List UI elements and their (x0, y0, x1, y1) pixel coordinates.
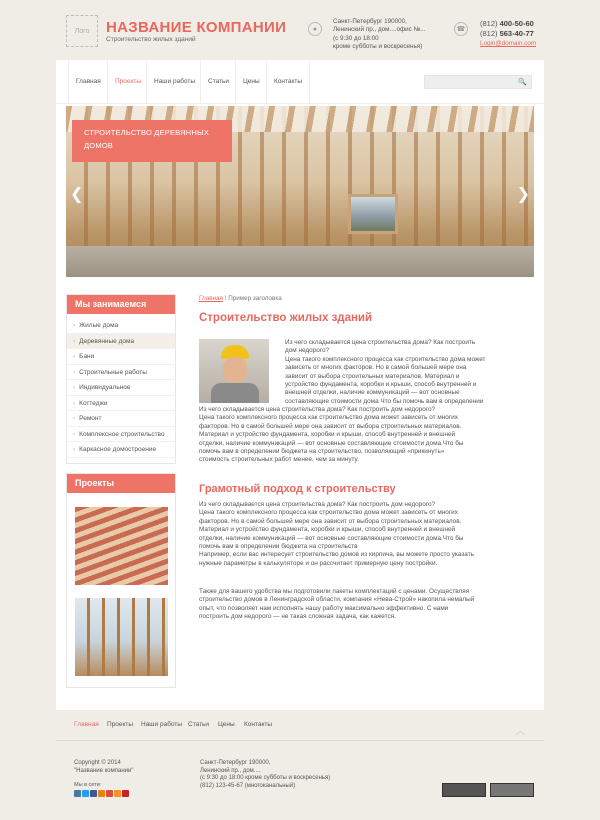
phone-1[interactable]: (812) 400-50-60 (480, 19, 534, 28)
facebook-icon[interactable] (90, 790, 97, 797)
nav-item-contacts[interactable]: Контакты (266, 60, 310, 104)
footer-link-articles[interactable]: Статьи (188, 721, 210, 728)
services-list (67, 314, 175, 462)
service-item[interactable]: › Строительные работы (67, 365, 175, 381)
hero-caption-line: СТРОИТЕЛЬСТВО ДЕРЕВЯННЫХ (84, 128, 210, 137)
counter-badge-1[interactable] (442, 783, 486, 797)
hero-image-window (348, 194, 398, 234)
footer-link-home[interactable]: Главная (74, 721, 99, 728)
breadcrumb (199, 295, 519, 302)
hero-image-floor (66, 246, 534, 277)
breadcrumb-separator: \ (224, 295, 227, 302)
footer-link-prices[interactable]: Цены (218, 721, 235, 728)
hero-next-arrow-icon[interactable]: ❯ (516, 186, 530, 203)
nav-item-works[interactable]: Наши работы (146, 60, 202, 104)
nav-item-projects[interactable]: Проекты (107, 60, 148, 104)
odnoklassniki-icon[interactable] (98, 790, 105, 797)
paragraph-3: Также для вашего удобства мы подготовили пакеты комплектаций с ценами. Осуществляя строительство домов в Ленинградской области, компания «Нева-Строй» накопила немалый опыт, что позволяет нам исполнять нашу работу максимально эффективно. С нами построить дом недорого — не такая сложная задача, как кажется. (199, 588, 475, 621)
project-image-frame[interactable] (75, 598, 168, 676)
service-item[interactable]: › Индивидуальное (67, 380, 175, 396)
vk-icon[interactable] (74, 790, 81, 797)
social-icons (74, 790, 129, 797)
service-item[interactable]: › Жилые дома (67, 318, 175, 334)
hero-slider (66, 106, 534, 277)
footer-divider (56, 740, 544, 741)
address-line: кроме субботы и воскресенья) (333, 43, 423, 51)
nav-item-prices[interactable]: Цены (235, 60, 267, 104)
phone-icon: ☎ (454, 22, 468, 36)
main-container (56, 60, 544, 710)
rss-icon[interactable] (114, 790, 121, 797)
service-item[interactable]: › Коттеджи (67, 396, 175, 412)
service-item[interactable]: › Комплексное строительство (67, 427, 175, 443)
hero-caption[interactable] (72, 120, 232, 162)
nav-item-home[interactable]: Главная (68, 60, 108, 104)
page-title: Строительство жилых зданий (199, 312, 373, 324)
location-icon: ● (308, 22, 322, 36)
address-line: Ленинский пр., дом....офис №... (333, 26, 426, 34)
search-input[interactable] (425, 76, 515, 88)
email-link[interactable]: Login@domain.com (480, 40, 537, 47)
project-image-roof[interactable] (75, 507, 168, 585)
social-label: Мы в сети: (74, 782, 102, 788)
address-line: (с 9:30 до 18:00 (333, 34, 379, 42)
main-nav (56, 60, 544, 104)
header-phones (480, 19, 536, 49)
article (199, 295, 519, 621)
footer-address: Санкт-Петербург 190000, Ленинский пр., дом.... (с 9:30 до 18:00 кроме субботы и воскресенья) (812) 123-45-67 (многоканальный) (200, 760, 331, 789)
search-icon[interactable]: 🔍 (518, 79, 527, 86)
footer-link-contacts[interactable]: Контакты (244, 721, 273, 728)
company-tagline: Строительство жилых зданий (106, 36, 196, 43)
address-line: Санкт-Петербург 190000, (333, 18, 407, 25)
service-item[interactable]: › Бани (67, 349, 175, 365)
phone-2[interactable]: (812) 563-40-77 (480, 29, 534, 38)
paragraph-1: Из чего складывается цена строительства дома? Как построить дом недорого? Цена такого комплексного процесса как строительство дома может зависеть от многих факторов. Но в самой большей мере она зависит от выбора строительных материалов. Материал и устройство фундамента, коробки и крыши, способ внутренней и внешней отделки, наличие коммуникаций — вот основные составляющие стоимости дома.Что бы помочь вам в определении бюджета на строительство, позволяющий «прикинуть» стоимость строительных работ менее, чем за минуту. (199, 406, 464, 464)
logo[interactable]: Лого (66, 15, 98, 47)
breadcrumb-home[interactable]: Главная (199, 295, 223, 302)
hero-caption-line: ДОМОВ (84, 141, 113, 150)
copyright: Copyright © 2014 "Название компании" (74, 760, 134, 774)
service-item[interactable]: › Деревянные дома (67, 334, 175, 350)
youtube-icon[interactable] (122, 790, 129, 797)
search-box (424, 75, 532, 89)
service-item[interactable]: › Каркасное домостроение (67, 442, 175, 458)
footer-nav (56, 721, 544, 741)
company-name[interactable]: НАЗВАНИЕ КОМПАНИИ (106, 19, 287, 36)
worker-photo (199, 339, 269, 403)
counter-badge-2[interactable] (490, 783, 534, 797)
service-item[interactable]: › Ремонт (67, 411, 175, 427)
scroll-up-icon[interactable]: ︿ (516, 726, 526, 736)
services-title: Мы занимаемся (67, 295, 175, 314)
footer-link-projects[interactable]: Проекты (107, 721, 134, 728)
paragraph-2: Из чего складывается цена строительства дома? Как построить дом недорого? Цена такого комплексного процесса как строительство дома может зависеть от многих факторов. Но в самой большей мере она зависит от выбора строительных материалов. Материал и устройство фундамента, коробки и крыши, способ внутренней и внешней отделки, наличие коммуникаций — вот основные составляющие стоимости дома.Что бы помочь вам в определении бюджета на строительств Например, если вас интересует строительство домов из кирпича, вы можете просто указать нужные параметры в калькуляторе и он рассчитает примерную цену постройки. (199, 501, 474, 567)
header-address (333, 18, 445, 52)
services-box (66, 294, 176, 464)
breadcrumb-current: Пример заголовка (228, 295, 282, 302)
nav-item-articles[interactable]: Статьи (200, 60, 236, 104)
projects-box (66, 473, 176, 688)
projects-title: Проекты (67, 474, 175, 493)
google-plus-icon[interactable] (106, 790, 113, 797)
section-heading: Грамотный подход к строительству (199, 483, 396, 495)
footer-link-works[interactable]: Наши работы (141, 721, 183, 728)
intro-paragraph: Из чего складывается цена строительства дома? Как построить дом недорого? Цена такого комплексного процесса как строительство дома может зависеть от многих факторов. Но в самой большей мере она зависит от выбора строительных материалов. Материал и устройство фундамента, коробки и крыши, способ внутренней и внешней отделки, наличие коммуникаций — вот основные составляющие стоимости дома Что бы помочь вам в определении (285, 339, 486, 405)
twitter-icon[interactable] (82, 790, 89, 797)
hero-prev-arrow-icon[interactable]: ❮ (70, 186, 84, 203)
